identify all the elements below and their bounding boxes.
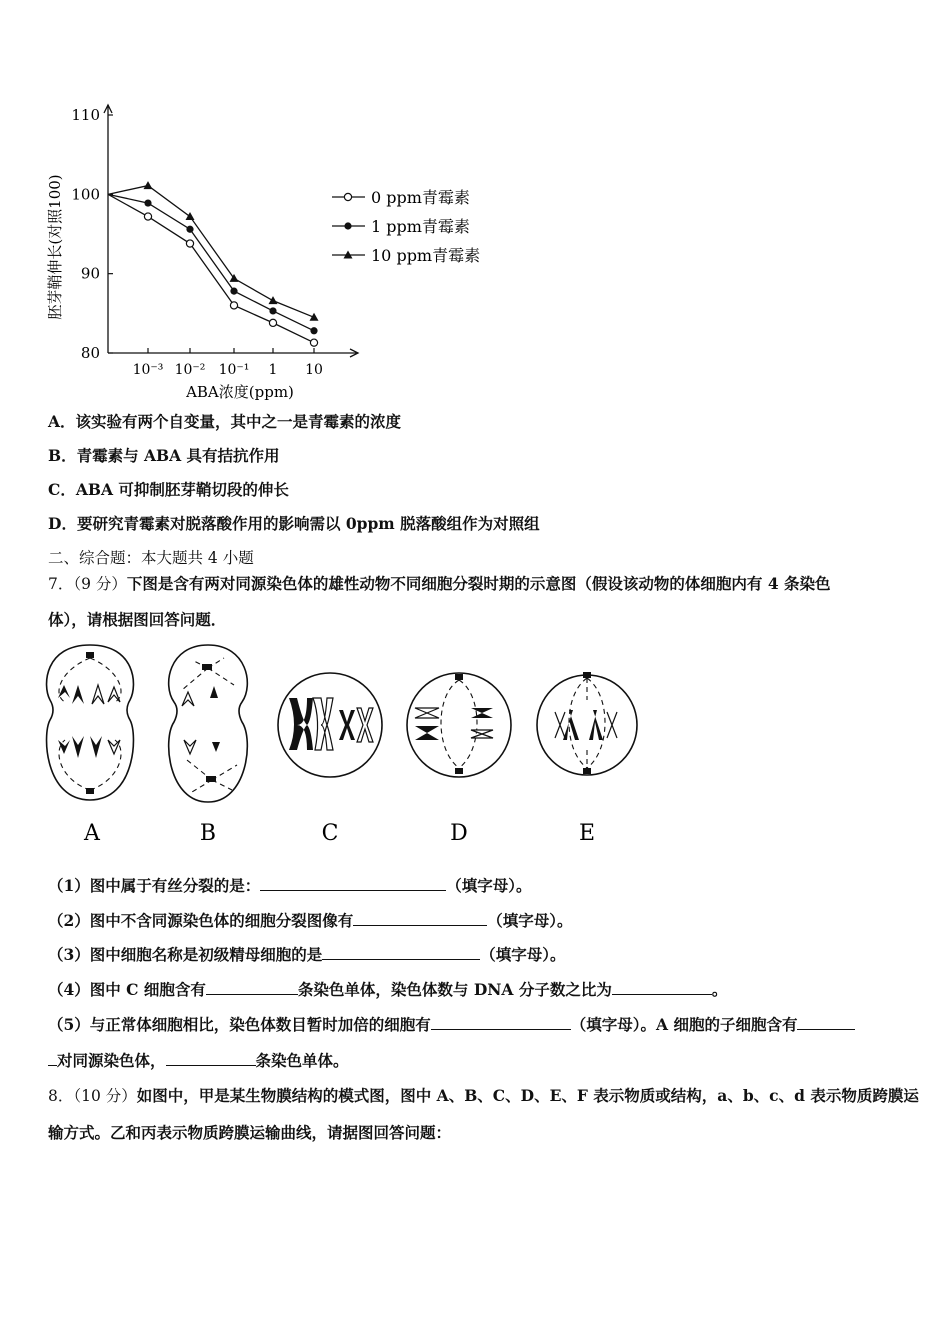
option-c-text: ABA 可抑制胚芽鞘切段的伸长 [75, 480, 289, 499]
option-b-text: 青霉素与 ABA 具有拮抗作用 [76, 446, 280, 465]
series-line [108, 194, 314, 330]
y-tick-label: 80 [80, 344, 100, 362]
q7-sub1 [48, 874, 532, 896]
data-point [230, 274, 239, 282]
data-point [310, 339, 317, 346]
cell-division-figure [40, 640, 650, 855]
data-point [269, 319, 276, 326]
option-b-letter: B． [48, 446, 77, 465]
data-point [230, 288, 237, 295]
option-a-letter: A． [48, 412, 76, 431]
option-d [48, 512, 540, 534]
q7-sub4-post: 。 [711, 980, 728, 999]
option-a-text: 该实验有两个自变量，其中之一是青霉素的浓度 [75, 412, 402, 431]
cell-d-diagram [407, 673, 511, 777]
q7-sub5-line2 [48, 1049, 349, 1071]
q7-sub1-post: （填字母）。 [446, 876, 532, 895]
q7-sub1-pre: （1）图中属于有丝分裂的是： [48, 876, 261, 895]
legend-label: 1 ppm青霉素 [371, 217, 470, 236]
data-point [310, 313, 319, 321]
data-point [269, 296, 278, 304]
q7-sub5-blank2-cont[interactable] [48, 1050, 57, 1066]
series-line [108, 186, 314, 318]
y-axis-label: 胚芽鞘伸长(对照100) [46, 174, 64, 320]
x-tick-label: 10 [305, 362, 323, 378]
q8-line2: 输方式。乙和丙表示物质跨膜运输曲线，请据图回答问题： [48, 1123, 452, 1142]
legend-marker [344, 222, 351, 229]
cell-label-c: C [321, 821, 339, 846]
cell-label-b: B [199, 821, 217, 846]
option-a [48, 410, 401, 432]
y-tick-label: 90 [80, 264, 100, 283]
cell-label-e: E [578, 821, 596, 846]
data-point [230, 302, 237, 309]
data-point [144, 181, 153, 189]
data-point [144, 213, 151, 220]
q7-stem-line2: 体），请根据图回答问题． [48, 610, 227, 629]
q7-sub5-mid: （填字母）。A 细胞的子细胞含有 [570, 1015, 798, 1034]
q7-score: （9 分） [73, 575, 127, 593]
aba-chart [40, 90, 510, 400]
cell-e-diagram [537, 672, 637, 775]
data-point [144, 199, 151, 206]
q7-sub3-post: （填字母）。 [480, 945, 566, 964]
data-point [310, 327, 317, 334]
section-title: 二、综合题：本大题共 4 小题 [48, 549, 254, 567]
y-tick-label: 100 [71, 185, 100, 204]
q7-sub2-post: （填字母）。 [487, 911, 573, 930]
q7-sub3 [48, 943, 566, 965]
cell-c-diagram [278, 673, 382, 777]
q8-number: 8． [48, 1087, 74, 1105]
q7-sub5-blank3[interactable] [166, 1050, 256, 1066]
q7-stem-line1 [48, 572, 831, 594]
cell-a-diagram [47, 645, 134, 800]
q7-sub5-blank1[interactable] [431, 1014, 571, 1030]
data-point [186, 226, 193, 233]
x-axis-label: ABA浓度(ppm) [186, 383, 294, 400]
q7-sub3-pre: （3）图中细胞名称是初级精母细胞的是 [48, 945, 323, 964]
legend-label: 10 ppm青霉素 [371, 246, 481, 265]
option-d-text: 要研究青霉素对脱落酸作用的影响需以 0ppm 脱落酸组作为对照组 [76, 514, 540, 533]
x-tick-label: 10⁻¹ [218, 362, 250, 378]
data-point [186, 212, 195, 220]
q7-sub3-blank[interactable] [322, 944, 480, 960]
q7-stem-text: 下图是含有两对同源染色体的雄性动物不同细胞分裂时期的示意图（假设该动物的体细胞内有 4 条染色 [126, 574, 831, 593]
legend-label: 0 ppm青霉素 [371, 188, 470, 207]
q7-number: 7． [48, 575, 74, 593]
q7-sub4-pre: （4）图中 C 细胞含有 [48, 980, 206, 999]
cell-label-d: D [450, 821, 468, 846]
q7-sub5-line2-mid: 对同源染色体， [57, 1051, 166, 1070]
q7-sub4-blank2[interactable] [612, 979, 712, 995]
option-c [48, 478, 289, 500]
y-tick-label: 110 [71, 106, 100, 124]
q7-sub4 [48, 978, 727, 1000]
q8-line1 [48, 1084, 919, 1106]
cell-label-a: A [84, 821, 100, 846]
q7-sub5-post: 条染色单体。 [255, 1051, 349, 1070]
q7-sub2 [48, 909, 573, 931]
series-line [108, 194, 314, 342]
q8-score: （10 分） [73, 1087, 137, 1105]
q7-sub4-mid: 条染色单体，染色体数与 DNA 分子数之比为 [297, 980, 612, 999]
data-point [269, 307, 276, 314]
q7-sub5-pre: （5）与正常体细胞相比，染色体数目暂时加倍的细胞有 [48, 1015, 431, 1034]
x-tick-label: 10⁻² [174, 362, 206, 378]
x-tick-label: 1 [268, 362, 278, 378]
q7-sub5-line1 [48, 1013, 855, 1035]
x-tick-label: 10⁻³ [132, 362, 164, 378]
data-point [186, 240, 193, 247]
cell-b-diagram [169, 645, 248, 802]
q7-sub4-blank1[interactable] [206, 979, 298, 995]
q7-sub1-blank[interactable] [260, 875, 446, 891]
option-d-letter: D． [48, 514, 77, 533]
legend-marker [344, 193, 351, 200]
q7-sub2-blank[interactable] [353, 910, 487, 926]
option-c-letter: C． [48, 480, 76, 499]
q8-line1-text: 如图中，甲是某生物膜结构的模式图，图中 A、B、C、D、E、F 表示物质或结构，a、b、c、d 表示物质跨膜运 [136, 1086, 919, 1105]
q7-sub2-pre: （2）图中不含同源染色体的细胞分裂图像有 [48, 911, 354, 930]
option-b [48, 444, 280, 466]
q7-sub5-blank2[interactable] [797, 1014, 855, 1030]
